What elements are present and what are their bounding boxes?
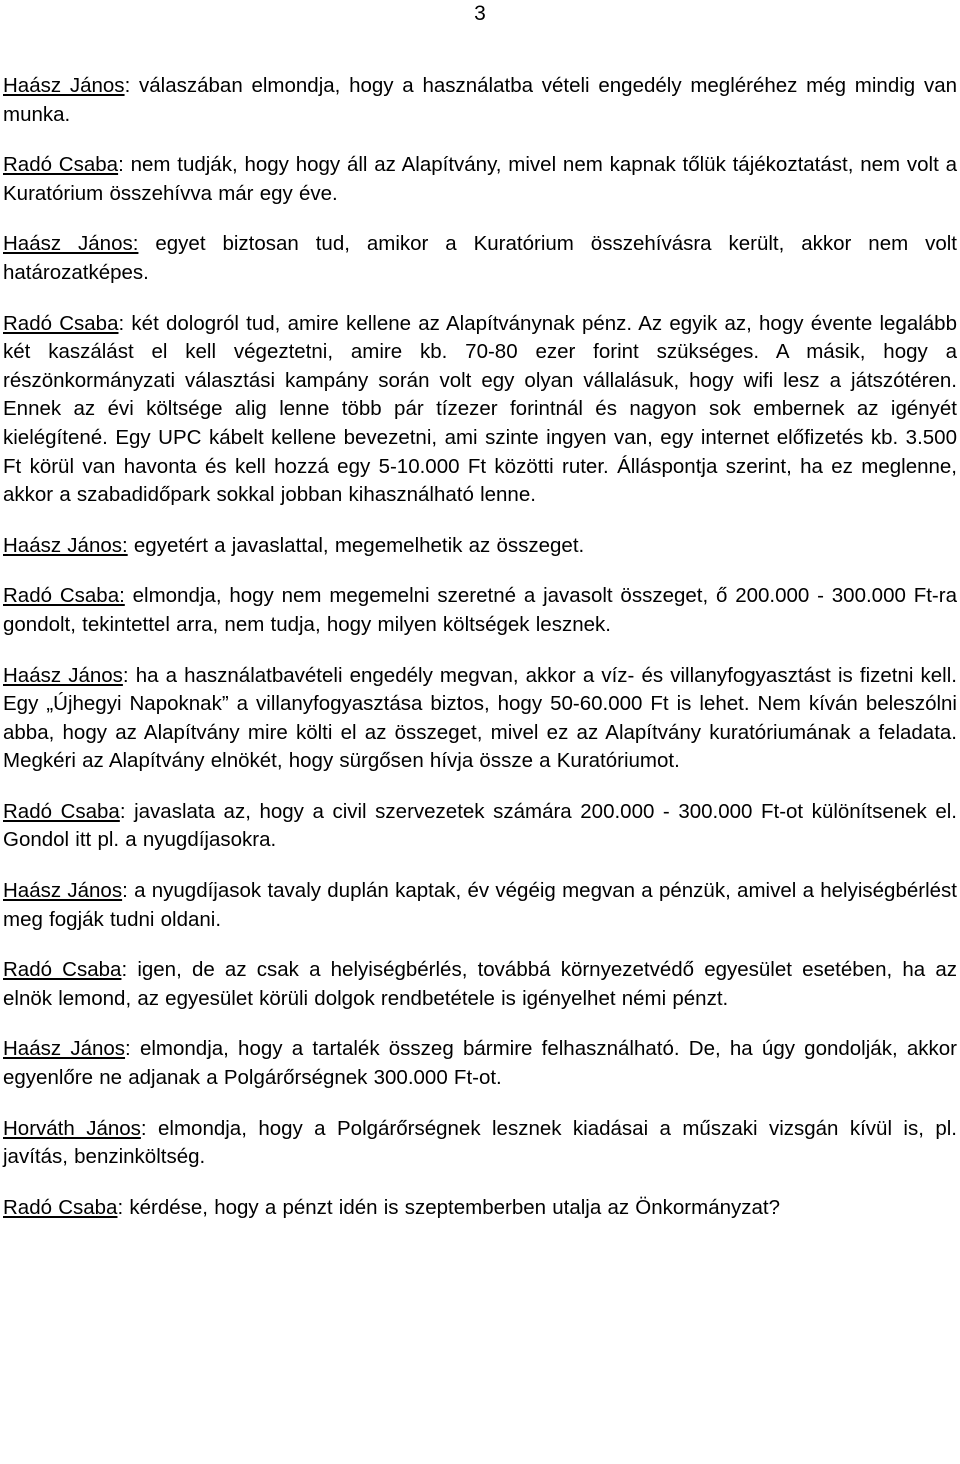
paragraph-text: elmondja, hogy a Polgárőrségnek lesznek kiadásai a műszaki vizsgán kívül is, pl. javítás, benzinköltség. (3, 1116, 957, 1169)
minutes-body (3, 72, 957, 1244)
paragraph-text: egyetért a javaslattal, megemelhetik az összeget. (133, 533, 585, 557)
paragraph-text: a nyugdíjasok tavaly duplán kaptak, év végéig megvan a pénzük, amivel a helyiségbérlést meg fogják tudni oldani. (3, 879, 957, 931)
speaker-name: Radó Csaba (3, 958, 122, 982)
speaker-name: Haász János: (3, 232, 139, 256)
paragraph-text: kérdése, hogy a pénzt idén is szeptemberben utalja az Önkormányzat? (129, 1195, 780, 1219)
paragraph-5 (3, 532, 957, 561)
paragraph-12: Horváth János: elmondja, hogy a Polgárőrségnek lesznek kiadásai a műszaki vizsgán kívül is, pl. javítás, benzinköltség. (3, 1116, 957, 1169)
paragraph-3 (3, 230, 957, 287)
paragraph-6 (3, 582, 957, 639)
paragraph-10: Radó Csaba: igen, de az csak a helyiségbérlés, továbbá környezetvédő egyesület esetében, ha az elnök lemond, az egyesület körüli dolgok rendbetétele is igényelhet némi pénzt. (3, 958, 957, 1010)
speaker-name: Haász János (3, 663, 123, 687)
paragraph-text: javaslata az, hogy a civil szervezetek számára 200.000 - 300.000 Ft-ot különítsenek el. Gondol itt pl. a nyugdíjasokra. (3, 799, 957, 852)
paragraph-text: egyet biztosan tud, amikor a Kuratórium összehívásra került, akkor nem volt határozatképes. (3, 232, 957, 284)
speaker-name: Horváth János (3, 1116, 141, 1140)
paragraph-text: nem tudják, hogy hogy áll az Alapítvány, mivel nem kapnak tőlük tájékoztatást, nem volt a Kuratórium összehívva már egy éve. (3, 153, 957, 205)
paragraph-text: két dologról tud, amire kellene az Alapítványnak pénz. Az egyik az, hogy évente legalább két kaszálást el kell végeztetni, amire kb. 70-80 ezer forint szükséges. A másik, hogy a részönkormányzati választási kampány során volt egy olyan vállalásuk, hogy wifi lesz a játszótéren. Ennek az évi költsége alig lenne több pár tízezer forintnál és nagyon sok embernek az igényét kielégítené. Egy UPC kábelt kellene bevezetni, ami szinte ingyen van, egy internet előfizetés kb. 3.500 Ft körül van havonta és kell hozzá egy 5-10.000 Ft közötti ruter. Álláspontja szerint, ha ez meglenne, akkor a szabadidőpark sokkal jobban kihasználható lenne. (3, 311, 957, 507)
speaker-name: Radó Csaba: (3, 584, 125, 608)
paragraph-2: Radó Csaba: nem tudják, hogy hogy áll az Alapítvány, mivel nem kapnak tőlük tájékoztatást, nem volt a Kuratórium összehívva már egy éve. (3, 153, 957, 205)
speaker-name: Radó Csaba (3, 311, 119, 335)
paragraph-text: ha a használatbavételi engedély megvan, akkor a víz- és villanyfogyasztást is fizetni kell. Egy „Újhegyi Napoknak” a villanyfogyasztása biztos, hogy 50-60.000 Ft is lehet. Nem kíván beleszólni abba, hogy az Alapítvány mire költi el az összeget, mivel ez az Alapítvány kuratóriumának a feladata. Megkéri az Alapítvány elnökét, hogy sürgősen hívja össze a Kuratóriumot. (3, 663, 957, 773)
paragraph-9: Haász János: a nyugdíjasok tavaly duplán kaptak, év végéig megvan a pénzük, amivel a helyiségbérlést meg fogják tudni oldani. (3, 879, 957, 931)
paragraph-text: elmondja, hogy nem megemelni szeretné a javasolt összeget, ő 200.000 - 300.000 Ft-ra gondolt, tekintettel arra, nem tudja, hogy milyen költségek lesznek. (3, 584, 957, 636)
paragraph-8: Radó Csaba: javaslata az, hogy a civil szervezetek számára 200.000 - 300.000 Ft-ot különítsenek el. Gondol itt pl. a nyugdíjasokra. (3, 799, 957, 852)
paragraph-text: elmondja, hogy a tartalék összeg bármire felhasználható. De, ha úgy gondolják, akkor egyenlőre ne adjanak a Polgárőrségnek 300.000 Ft-ot. (3, 1037, 957, 1090)
speaker-name: Haász János (3, 1037, 126, 1061)
page-number (0, 2, 960, 26)
speaker-name: Haász János: (3, 533, 128, 557)
paragraph-13: Radó Csaba: kérdése, hogy a pénzt idén is szeptemberben utalja az Önkormányzat? (3, 1195, 780, 1219)
paragraph-1: Haász János: válaszában elmondja, hogy a használatba vételi engedély megléréhez még mindig van munka. (3, 74, 957, 126)
speaker-name: Haász János (3, 879, 123, 903)
paragraph-7: Haász János: ha a használatbavételi engedély megvan, akkor a víz- és villanyfogyasztást is fizetni kell. Egy „Újhegyi Napoknak” a villanyfogyasztása biztos, hogy 50-60.000 Ft is lehet. Nem kíván beleszólni abba, hogy az Alapítvány mire költi el az összeget, mivel ez az Alapítvány kuratóriumának a feladata. Megkéri az Alapítvány elnökét, hogy sürgősen hívja össze a Kuratóriumot. (3, 663, 957, 773)
paragraph-text: igen, de az csak a helyiségbérlés, továbbá környezetvédő egyesület esetében, ha az elnök lemond, az egyesület körüli dolgok rendbetétele is igényelhet némi pénzt. (3, 958, 957, 1010)
speaker-name: Radó Csaba (3, 1195, 118, 1219)
page-number-text: 3 (474, 2, 486, 25)
paragraph-text: válaszában elmondja, hogy a használatba vételi engedély megléréhez még mindig van munka. (3, 74, 957, 126)
paragraph-4: Radó Csaba: két dologról tud, amire kellene az Alapítványnak pénz. Az egyik az, hogy évente legalább két kaszálást el kell végeztetni, amire kb. 70-80 ezer forint szükséges. A másik, hogy a részönkormányzati választási kampány során volt egy olyan vállalásuk, hogy wifi lesz a játszótéren. Ennek az évi költsége alig lenne több pár tízezer forintnál és nagyon sok embernek az igényét kielégítené. Egy UPC kábelt kellene bevezetni, ami szinte ingyen van, egy internet előfizetés kb. 3.500 Ft körül van havonta és kell hozzá egy 5-10.000 Ft közötti ruter. Álláspontja szerint, ha ez meglenne, akkor a szabadidőpark sokkal jobban kihasználható lenne. (3, 311, 957, 507)
speaker-name: Haász János (3, 74, 125, 97)
speaker-name: Radó Csaba (3, 799, 120, 823)
speaker-name: Radó Csaba (3, 153, 119, 177)
paragraph-11: Haász János: elmondja, hogy a tartalék összeg bármire felhasználható. De, ha úgy gondolják, akkor egyenlőre ne adjanak a Polgárőrségnek 300.000 Ft-ot. (3, 1037, 957, 1090)
